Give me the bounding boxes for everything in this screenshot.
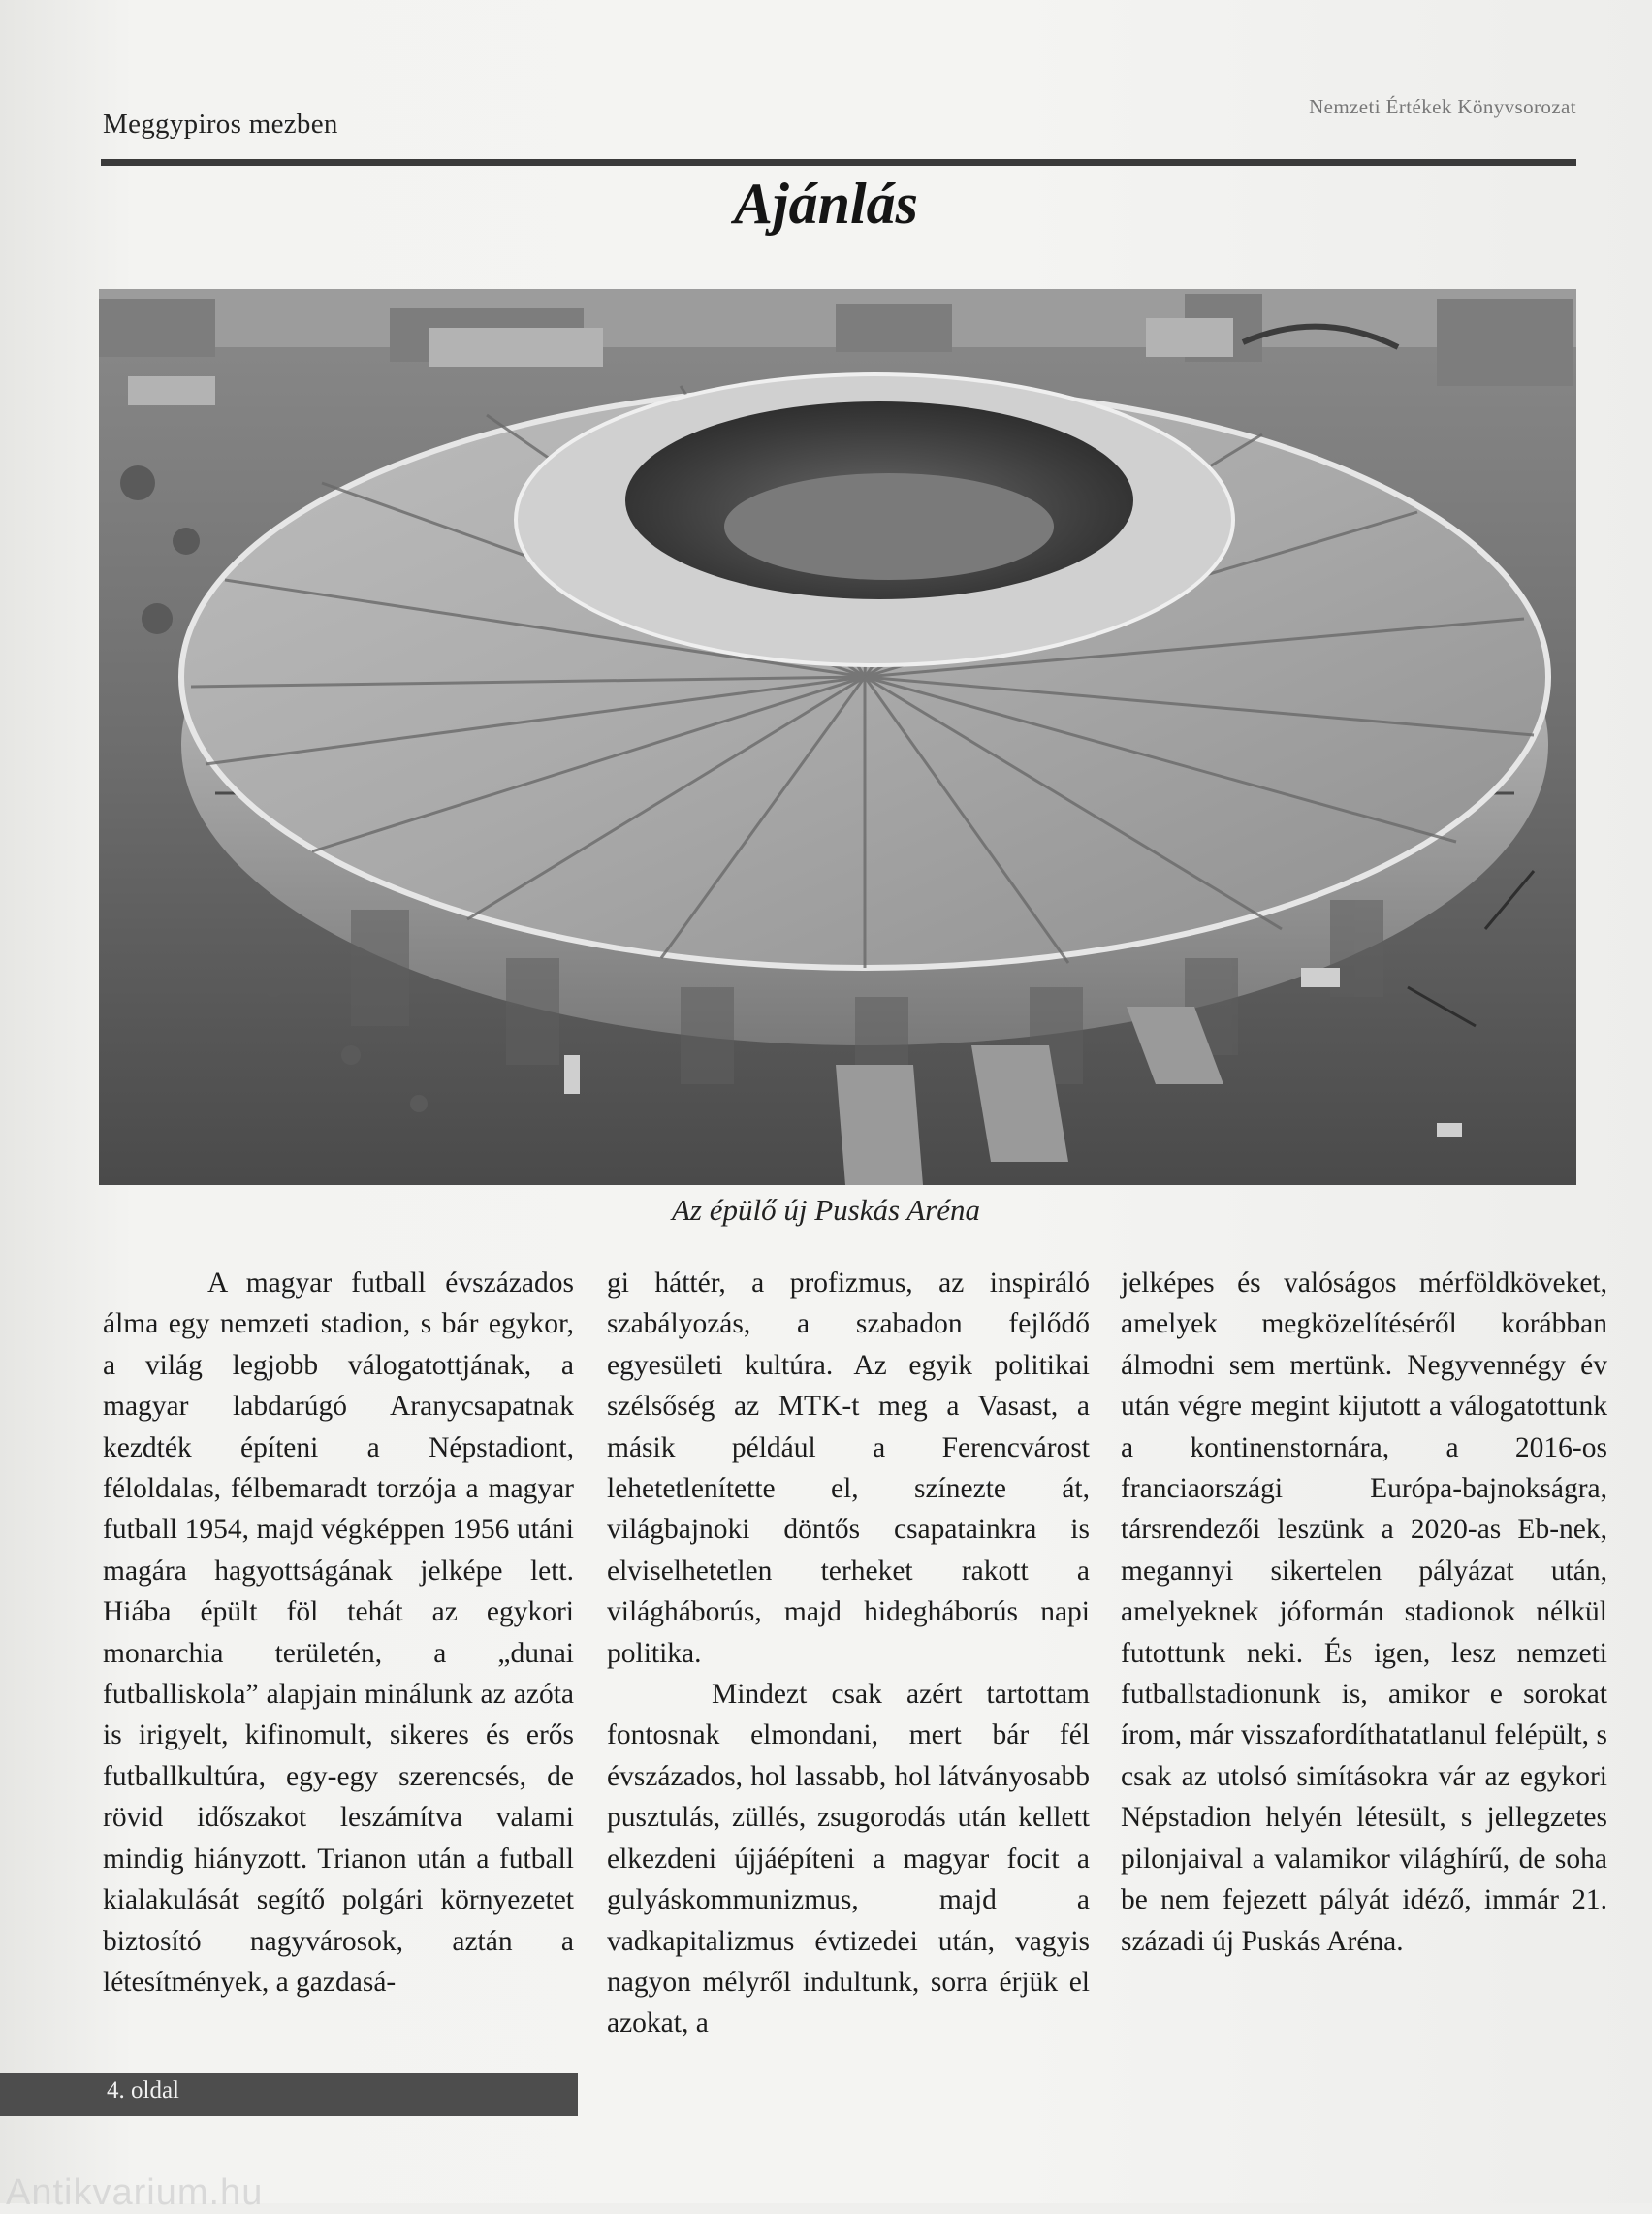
paragraph: jelképes és valóságos mérföldköveket, amelyek megközelítéséről korábban álmodni sem mertünk. Negyvennégy év után végre megint kijutott a válogatottunk a kontinenstornára, a 2016-os franciaországi Európa-bajnokságra, társrendezői leszünk a 2020-as Eb-nek, megannyi sikertelen pályázat után, amelyeknek jóformán stadionok nélkül futottunk neki. És igen, lesz nemzeti futballstadionunk is, amikor e sorokat írom, már visszafordíthatatlanul felépült, s csak az utolsó simításokra vár az egykori Népstadion helyén létesült, s jellegzetes pilonjaival a valamikor világhírű, de soha be nem fejezett pályát idéző, immár 21. századi új Puskás Aréna. — [1121, 1267, 1607, 1957]
paragraph: gi háttér, a profizmus, az inspiráló szabályozás, a szabadon fejlődő egyesületi kultúra. Az egyik politikai szélsőség az MTK-t meg a Vasast, a másik például a Ferencvárost lehetetlenítette el, színezte át, világbajnoki döntős csapatainkra is elviselhetetlen terheket rakott a világháborús, majd hidegháborús napi politika. — [607, 1267, 1090, 1669]
header-rule — [101, 159, 1576, 166]
running-head-series: Nemzeti Értékek Könyvsorozat — [1309, 95, 1576, 118]
stadium-photo — [99, 289, 1576, 1185]
stadium-illustration — [99, 289, 1576, 1185]
footer-bar — [0, 2073, 578, 2116]
paragraph: Mindezt csak azért tartottam fontosnak elmondani, mert bár fél évszázados, hol lassabb, hol látványosabb pusztulás, züllés, zsugorodás után kellett elkezdeni újjáépíteni a magyar focit a gulyáskommunizmus, majd a vadkapitalizmus évtizedei után, vagyis nagyon mélyről indultunk, sorra érjük el azokat, a — [607, 1679, 1090, 2039]
text-column-1 — [103, 1263, 574, 2003]
watermark: Antikvarium.hu — [6, 2172, 264, 2213]
page-title: Ajánlás — [733, 172, 919, 236]
text-column-2 — [607, 1263, 1090, 2044]
text-column-3 — [1121, 1263, 1607, 1962]
photo-caption: Az épülő új Puskás Aréna — [671, 1193, 980, 1227]
page-number: 4. oldal — [107, 2077, 179, 2103]
paragraph: A magyar futball évszázados álma egy nemzeti stadion, s bár egykor, a világ legjobb válogatottjának, a magyar labdarúgó Aranycsapatnak kezdték építeni a Népstadiont, féloldalas, félbemaradt torzója a magyar futball 1954, majd végképpen 1956 utáni magára hagyottságának jelképe lett. Hiába épült föl tehát az egykori monarchia területén, a „dunai futballiskola” alapjain minálunk az azóta is irigyelt, kifinomult, sikeres és erős futballkultúra, egy-egy szerencsés, de rövid időszakot leszámítva valami mindig hiányzott. Trianon után a futball kialakulását segítő polgári környezetet biztosító nagyvárosok, aztán a létesítmények, a gazdasá- — [103, 1267, 574, 1998]
running-head-book-title: Meggypiros mezben — [103, 109, 338, 140]
